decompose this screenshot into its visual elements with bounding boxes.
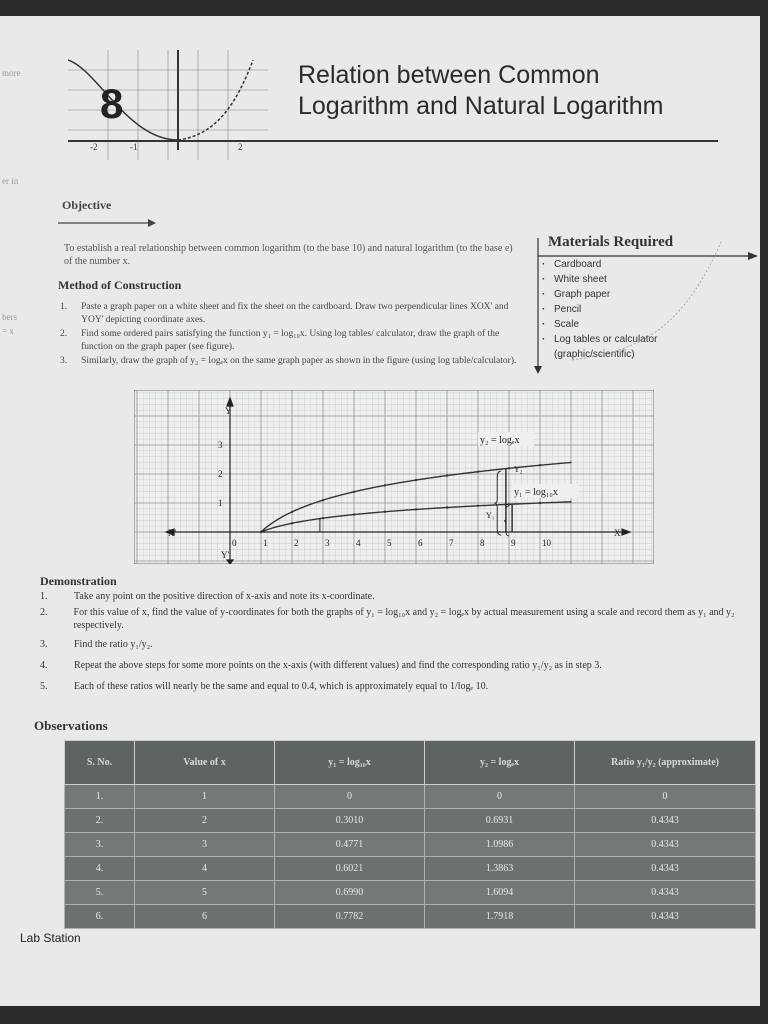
material-item: · Graph paper xyxy=(540,287,690,302)
table-cell: 6. xyxy=(65,905,135,929)
x-tick-label: 9 xyxy=(511,538,516,548)
y-axis-neg-label: Y' xyxy=(221,550,230,560)
header-tick: -1 xyxy=(130,142,138,152)
y-tick-label: 3 xyxy=(218,440,223,450)
y-tick-label: 2 xyxy=(218,469,223,479)
ln-point xyxy=(260,531,262,533)
observations-table xyxy=(64,740,756,929)
table-row xyxy=(65,857,756,881)
materials-frame xyxy=(532,230,760,380)
method-step: 2. Find some ordered pairs satisfying the function y₁ = log₁₀x. Using log tables/ calculator, draw the graph of the function on the graph paper (see figure). xyxy=(60,329,500,352)
log10-point xyxy=(322,517,324,519)
objective-text: To establish a real relationship between common logarithm (to the base 10) and natural logarithm (to the base e) of the number x. xyxy=(64,243,513,267)
title-line-2: Logarithm and Natural Logarithm xyxy=(298,92,664,120)
margin-fragment: = x xyxy=(2,326,14,336)
table-cell: 3. xyxy=(65,833,135,857)
table-cell: 1. xyxy=(65,785,135,809)
material-item: · Cardboard xyxy=(540,257,690,272)
demo-step: 4. Repeat the above steps for some more points on the x-axis (with different values) and find the corresponding ratio y₁/y₂ as in step 3. xyxy=(40,660,602,671)
x-tick-label: 3 xyxy=(325,538,330,548)
log10-point xyxy=(539,502,541,504)
method-heading: Method of Construction xyxy=(58,278,182,292)
material-item: · Scale xyxy=(540,317,690,332)
method-step: 1. Paste a graph paper on a white sheet and fix the sheet on the cardboard. Draw two perpendicular lines XOX' and YOY' depicting coordinate axes. xyxy=(60,302,509,325)
chapter-number: 8 xyxy=(100,80,124,127)
footer-label: Lab Station xyxy=(20,931,81,945)
column-header: Value of x xyxy=(135,741,275,785)
material-item: · Pencil xyxy=(540,302,690,317)
table-cell: 0.6021 xyxy=(275,857,425,881)
table-cell: 0.4343 xyxy=(575,905,756,929)
column-header: Ratio y₁/y₂ (approximate) xyxy=(575,741,756,785)
ln-point xyxy=(415,479,417,481)
ln-point xyxy=(384,484,386,486)
ln-point xyxy=(322,499,324,501)
log10-point xyxy=(291,522,293,524)
margin-fragment: er in xyxy=(2,176,19,186)
y-axis-label: Y xyxy=(225,406,232,416)
log10-point xyxy=(415,508,417,510)
y1-curve-label: y₁ = log₁₀x xyxy=(514,487,558,498)
page-title xyxy=(298,60,663,122)
table-cell: 0.6990 xyxy=(275,881,425,905)
method-step: 3. Similarly, draw the graph of y₂ = logₑx on the same graph paper as shown in the figure (using log table/calculator). xyxy=(60,356,517,366)
table-cell: 1.0986 xyxy=(425,833,575,857)
table-cell: 0.3010 xyxy=(275,809,425,833)
table-cell: 1.6094 xyxy=(425,881,575,905)
observations-heading: Observations xyxy=(34,718,108,733)
table-cell: 0.4343 xyxy=(575,881,756,905)
table-cell: 2 xyxy=(135,809,275,833)
demo-step: 2. For this value of x, find the value of y-coordinates for both the graphs of y₁ = log₁₀x and y₂ = logₑx by actual measurement using a scale and record them as y₁ and y₂ respectively. xyxy=(40,607,735,631)
log10-point xyxy=(353,513,355,515)
objective-arrow-icon xyxy=(58,214,158,228)
ln-point xyxy=(446,474,448,476)
table-header-row xyxy=(65,741,756,785)
column-header: y₁ = log₁₀x xyxy=(275,741,425,785)
y2-segment-label: Y₂ xyxy=(514,465,523,474)
x-tick-label: 7 xyxy=(449,538,454,548)
ln-point xyxy=(353,491,355,493)
material-item: · White sheet xyxy=(540,272,690,287)
table-body xyxy=(65,785,756,929)
table-row xyxy=(65,785,756,809)
ln-point xyxy=(539,464,541,466)
table-cell: 0.4771 xyxy=(275,833,425,857)
x-tick-label: 1 xyxy=(263,538,268,548)
table-cell: 0.4343 xyxy=(575,857,756,881)
log10-point xyxy=(446,506,448,508)
column-header: S. No. xyxy=(65,741,135,785)
table-cell: 0.4343 xyxy=(575,809,756,833)
x-tick-label: 0 xyxy=(232,538,237,548)
table-cell: 3 xyxy=(135,833,275,857)
table-cell: 5. xyxy=(65,881,135,905)
demonstration-steps xyxy=(40,590,760,696)
x-tick-label: 4 xyxy=(356,538,361,548)
table-row xyxy=(65,809,756,833)
table-cell: 0.6931 xyxy=(425,809,575,833)
table-row xyxy=(65,881,756,905)
table-cell: 5 xyxy=(135,881,275,905)
table-cell: 0 xyxy=(275,785,425,809)
ln-point xyxy=(291,511,293,513)
header-graph-decoration xyxy=(68,50,268,160)
demo-step: 1. Take any point on the positive direction of x-axis and note its x-coordinate. xyxy=(40,591,375,602)
margin-fragment: bers xyxy=(2,312,17,322)
x-tick-label: 8 xyxy=(480,538,485,548)
method-steps xyxy=(60,301,530,370)
y-tick-label: 1 xyxy=(218,498,223,508)
material-item: · Log tables or calculator (graphic/scientific) xyxy=(540,332,690,362)
table-cell: 1.3863 xyxy=(425,857,575,881)
title-line-1: Relation between Common xyxy=(298,61,600,89)
demo-step: 5. Each of these ratios will nearly be the same and equal to 0.4, which is approximately equal to 1/logₑ 10. xyxy=(40,681,489,692)
y2-curve-label: y₂ = logₑx xyxy=(480,435,520,446)
table-cell: 2. xyxy=(65,809,135,833)
log-graph xyxy=(134,390,654,564)
title-rule xyxy=(68,140,718,142)
x-tick-label: 6 xyxy=(418,538,423,548)
table-cell: 0.4343 xyxy=(575,833,756,857)
table-cell: 0.7782 xyxy=(275,905,425,929)
table-cell: 4 xyxy=(135,857,275,881)
column-header: y₂ = logₑx xyxy=(425,741,575,785)
demonstration-heading: Demonstration xyxy=(40,574,117,588)
table-cell: 1 xyxy=(135,785,275,809)
header-tick: -2 xyxy=(90,142,98,152)
log10-point xyxy=(508,503,510,505)
y1-segment-label: Y₁ xyxy=(486,511,495,520)
table-cell: 4. xyxy=(65,857,135,881)
table-cell: 1.7918 xyxy=(425,905,575,929)
objective-heading: Objective xyxy=(62,198,112,212)
x-tick-label: 2 xyxy=(294,538,299,548)
log10-point xyxy=(477,505,479,507)
margin-fragment: more xyxy=(2,68,21,78)
table-cell: 6 xyxy=(135,905,275,929)
textbook-page xyxy=(0,16,760,1006)
table-cell: 0 xyxy=(425,785,575,809)
log10-point xyxy=(384,511,386,513)
x-tick-label: 10 xyxy=(542,538,551,548)
table-row xyxy=(65,905,756,929)
x-axis-label: X xyxy=(614,528,621,538)
materials-heading: Materials Required xyxy=(548,234,674,250)
table-row xyxy=(65,833,756,857)
x-tick-label: 5 xyxy=(387,538,392,548)
table-cell: 0 xyxy=(575,785,756,809)
header-tick: 2 xyxy=(238,142,243,152)
x-axis-neg-label: X' xyxy=(168,528,177,538)
ln-point xyxy=(477,470,479,472)
demo-step: 3. Find the ratio y₁/y₂. xyxy=(40,639,153,650)
ln-point xyxy=(508,467,510,469)
